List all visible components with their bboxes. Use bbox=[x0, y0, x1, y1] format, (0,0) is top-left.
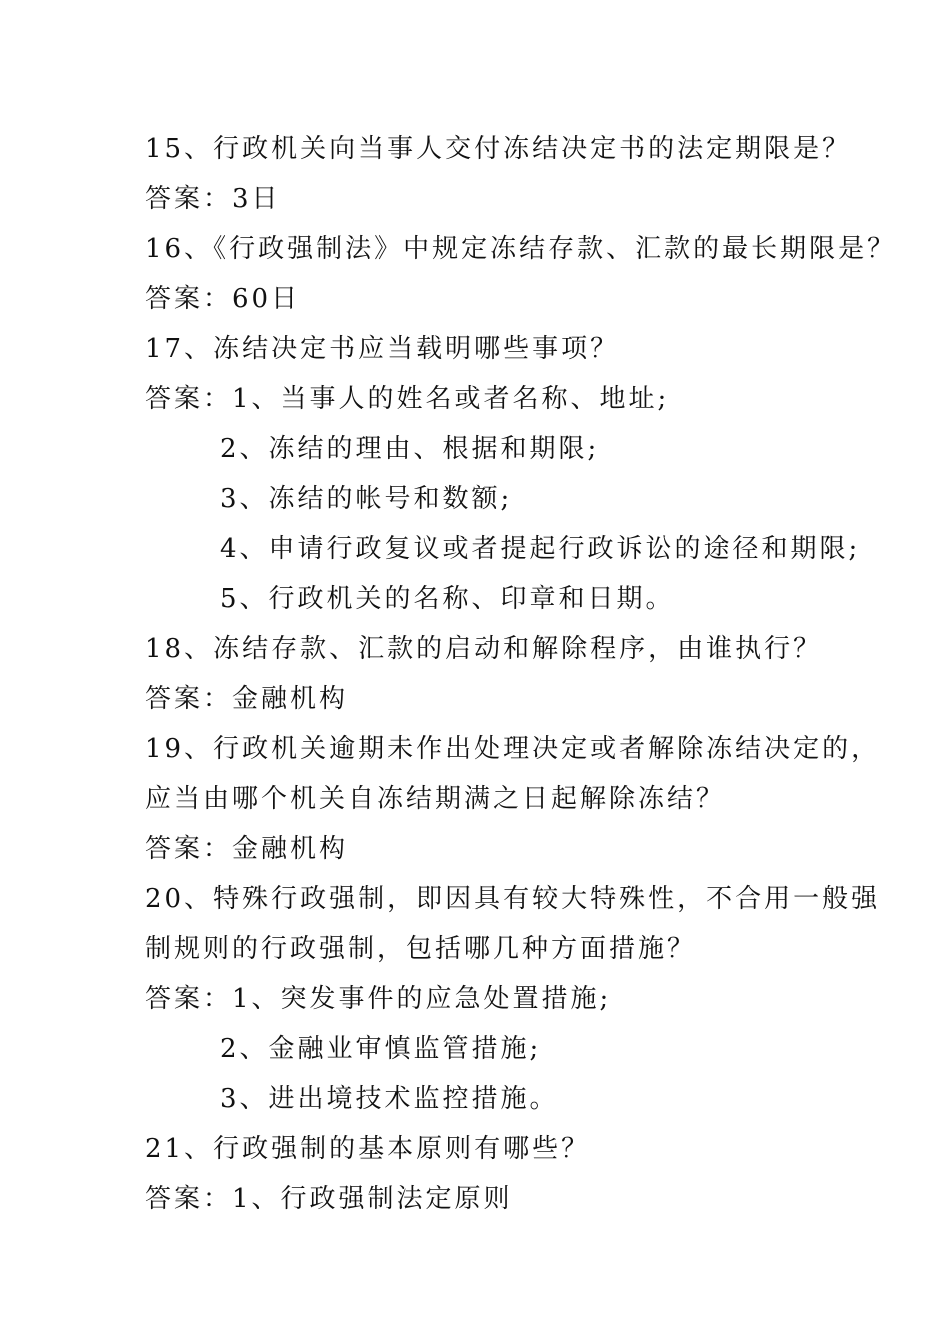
question-21: 21、行政强制的基本原则有哪些？ bbox=[145, 1134, 591, 1164]
question-20-line-2: 制规则的行政强制，包括哪几种方面措施？ bbox=[145, 934, 697, 964]
answer-17-item-3: 3、冻结的帐号和数额; bbox=[220, 484, 513, 514]
question-17: 17、冻结决定书应当载明哪些事项？ bbox=[145, 334, 620, 364]
answer-20-item-1: 答案：1、突发事件的应急处置措施; bbox=[145, 984, 612, 1014]
answer-19: 答案：金融机构 bbox=[145, 834, 349, 864]
question-16: 16、《行政强制法》中规定冻结存款、汇款的最长期限是？ bbox=[145, 234, 897, 264]
answer-20-item-2: 2、金融业审慎监管措施; bbox=[220, 1034, 542, 1064]
question-15: 15、行政机关向当事人交付冻结决定书的法定期限是？ bbox=[145, 134, 852, 164]
answer-16: 答案：60日 bbox=[145, 284, 301, 314]
answer-17-item-4: 4、申请行政复议或者提起行政诉讼的途径和期限; bbox=[220, 534, 861, 564]
answer-20-item-3: 3、进出境技术监控措施。 bbox=[220, 1084, 559, 1114]
answer-18: 答案：金融机构 bbox=[145, 684, 349, 714]
question-19-line-2: 应当由哪个机关自冻结期满之日起解除冻结？ bbox=[145, 784, 726, 814]
question-18: 18、冻结存款、汇款的启动和解除程序，由谁执行？ bbox=[145, 634, 823, 664]
answer-15: 答案：3日 bbox=[145, 184, 281, 214]
question-20-line-1: 20、特殊行政强制，即因具有较大特殊性，不合用一般强 bbox=[145, 884, 881, 914]
answer-17-item-2: 2、冻结的理由、根据和期限; bbox=[220, 434, 600, 464]
answer-17-item-1: 答案：1、当事人的姓名或者名称、地址; bbox=[145, 384, 670, 414]
question-19-line-1: 19、行政机关逾期未作出处理决定或者解除冻结决定的， bbox=[145, 734, 881, 764]
answer-17-item-5: 5、行政机关的名称、印章和日期。 bbox=[220, 584, 675, 614]
answer-21-item-1: 答案：1、行政强制法定原则 bbox=[145, 1184, 513, 1214]
